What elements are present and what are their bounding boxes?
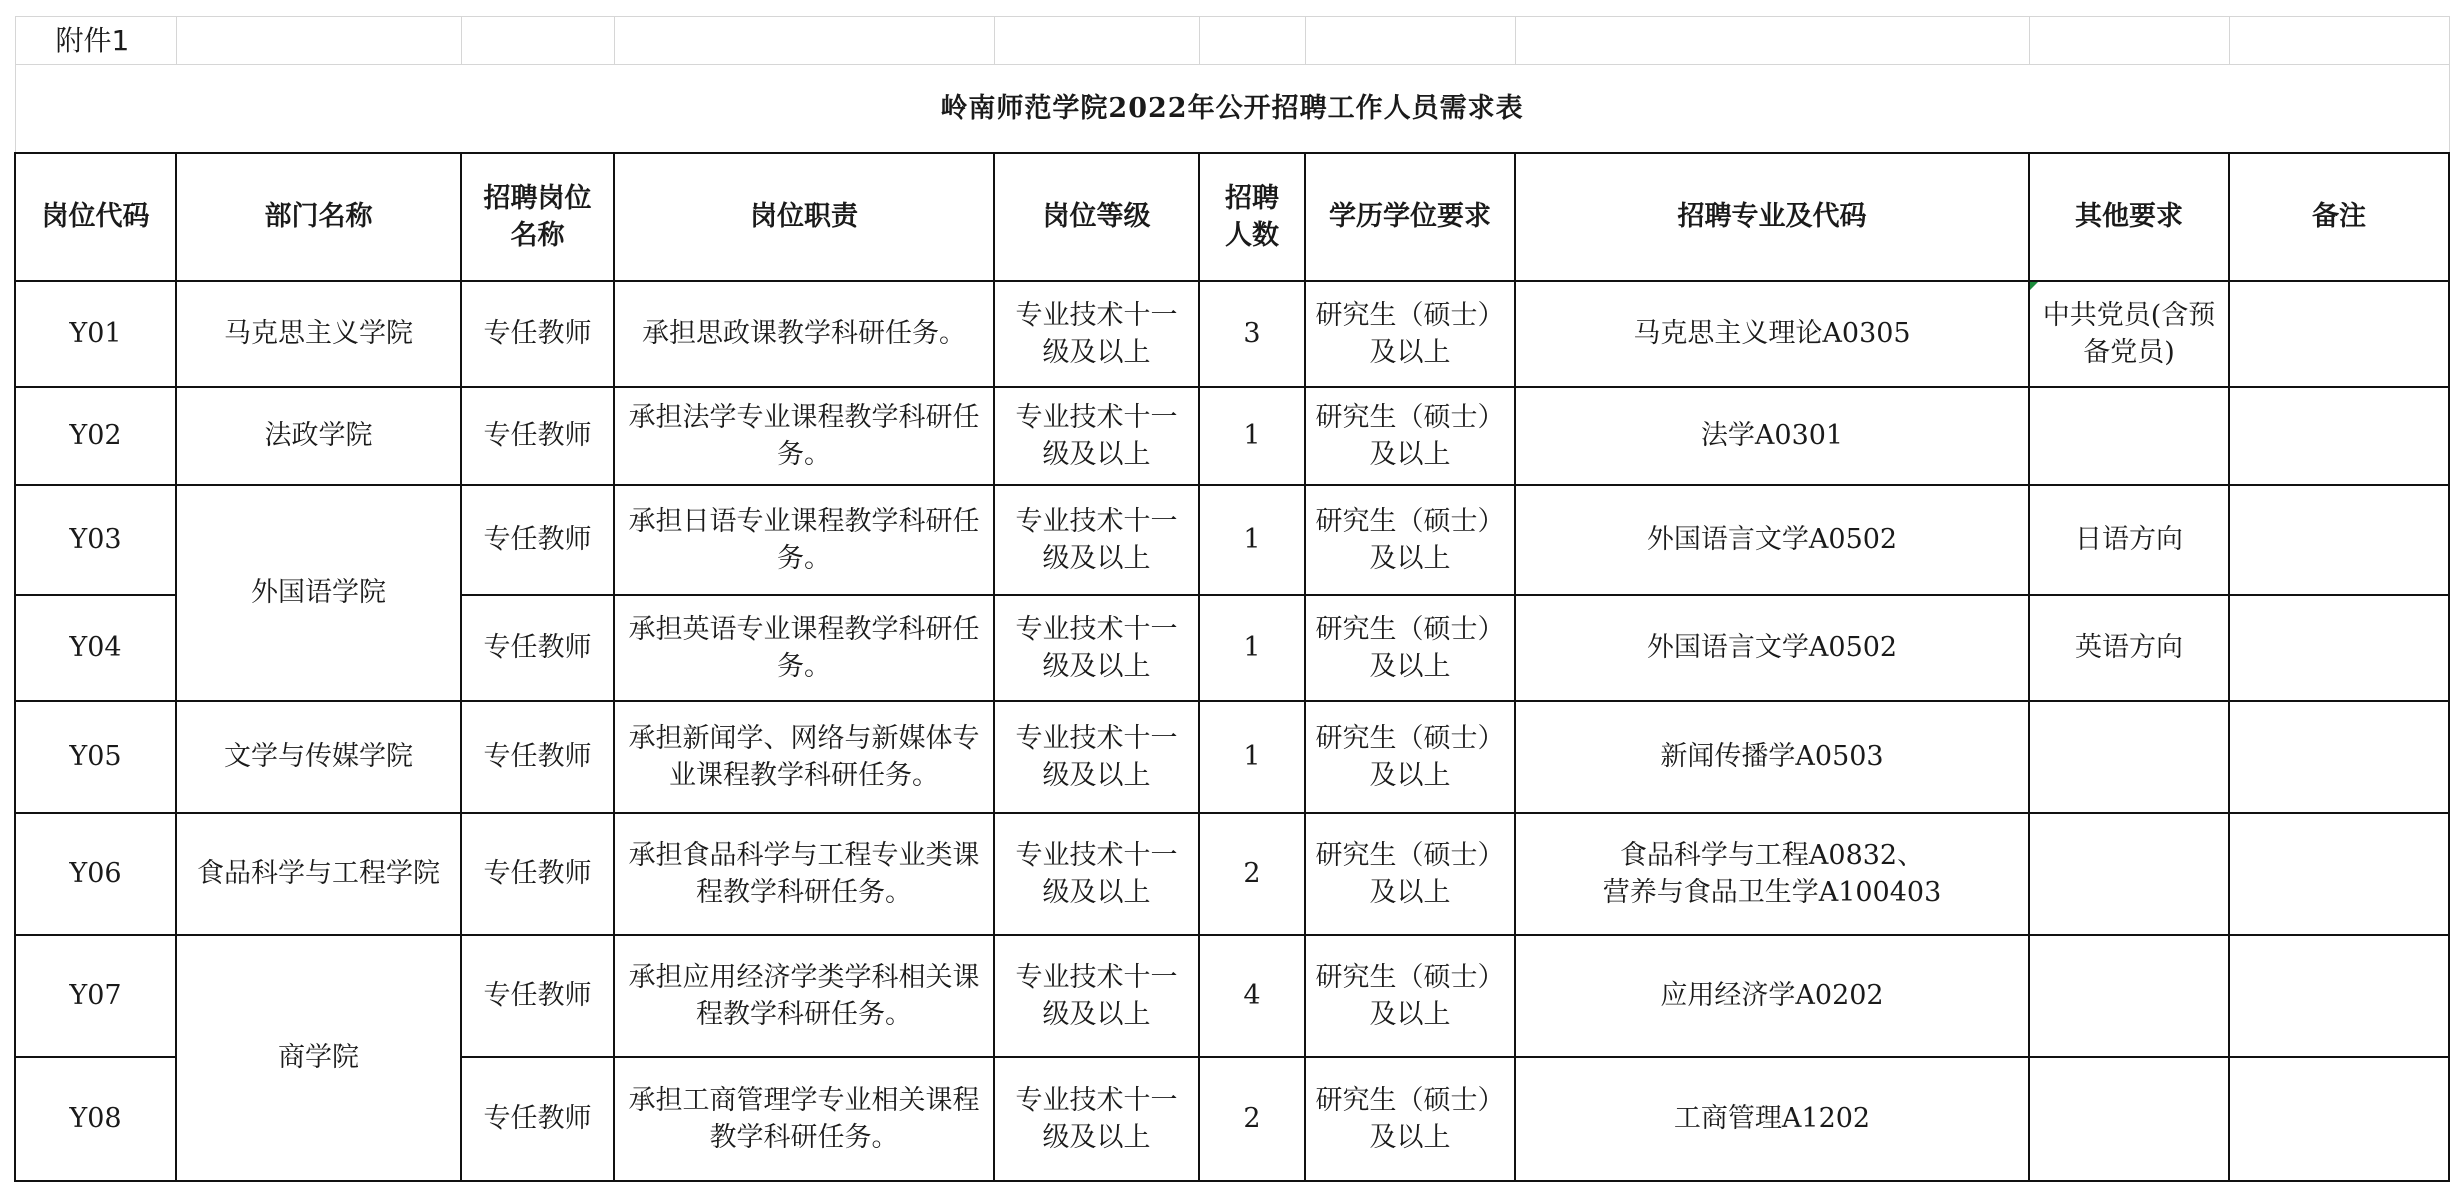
duty-cell[interactable]: 承担思政课教学科研任务。	[614, 281, 994, 387]
major-cell[interactable]	[1515, 813, 2029, 935]
recruitment-table	[14, 16, 2450, 1182]
header-major[interactable]: 招聘专业及代码	[1515, 153, 2029, 281]
empty-cell[interactable]	[2229, 17, 2449, 65]
dept-cell[interactable]: 商学院	[176, 935, 461, 1181]
note-cell[interactable]	[2229, 281, 2449, 387]
note-cell[interactable]	[2229, 595, 2449, 701]
empty-cell[interactable]	[461, 17, 614, 65]
count-cell[interactable]: 1	[1199, 485, 1305, 595]
count-cell[interactable]: 3	[1199, 281, 1305, 387]
duty-cell[interactable]: 承担英语专业课程教学科研任务。	[614, 595, 994, 701]
code-cell[interactable]: Y04	[15, 595, 176, 701]
count-cell[interactable]: 1	[1199, 387, 1305, 485]
dept-cell[interactable]: 文学与传媒学院	[176, 701, 461, 813]
other-cell[interactable]: 英语方向	[2029, 595, 2229, 701]
count-cell[interactable]: 2	[1199, 813, 1305, 935]
duty-cell[interactable]: 承担新闻学、网络与新媒体专业课程教学科研任务。	[614, 701, 994, 813]
edu-cell[interactable]: 研究生（硕士）及以上	[1305, 595, 1515, 701]
code-cell[interactable]: Y03	[15, 485, 176, 595]
count-cell[interactable]: 1	[1199, 701, 1305, 813]
header-edu[interactable]: 学历学位要求	[1305, 153, 1515, 281]
empty-cell[interactable]	[1515, 17, 2029, 65]
table-row	[15, 387, 2449, 485]
level-cell[interactable]: 专业技术十一级及以上	[994, 387, 1199, 485]
dept-cell[interactable]: 食品科学与工程学院	[176, 813, 461, 935]
header-count[interactable]	[1199, 153, 1305, 281]
dept-cell[interactable]: 法政学院	[176, 387, 461, 485]
edu-cell[interactable]: 研究生（硕士）及以上	[1305, 387, 1515, 485]
header-position-line2: 名称	[510, 219, 565, 251]
position-cell[interactable]: 专任教师	[461, 485, 614, 595]
major-line1: 食品科学与工程A0832、	[1619, 839, 1925, 871]
position-cell[interactable]: 专任教师	[461, 387, 614, 485]
major-line2: 营养与食品卫生学A100403	[1602, 876, 1942, 908]
table-row	[15, 281, 2449, 387]
level-cell[interactable]: 专业技术十一级及以上	[994, 485, 1199, 595]
duty-cell[interactable]: 承担食品科学与工程专业类课程教学科研任务。	[614, 813, 994, 935]
header-position-line1: 招聘岗位	[483, 182, 592, 214]
major-cell[interactable]: 工商管理A1202	[1515, 1057, 2029, 1181]
count-cell[interactable]: 1	[1199, 595, 1305, 701]
header-other[interactable]: 其他要求	[2029, 153, 2229, 281]
edu-cell[interactable]: 研究生（硕士）及以上	[1305, 701, 1515, 813]
edu-cell[interactable]: 研究生（硕士）及以上	[1305, 813, 1515, 935]
duty-cell[interactable]: 承担工商管理学专业相关课程教学科研任务。	[614, 1057, 994, 1181]
header-duty[interactable]: 岗位职责	[614, 153, 994, 281]
header-level[interactable]: 岗位等级	[994, 153, 1199, 281]
dept-cell[interactable]: 马克思主义学院	[176, 281, 461, 387]
code-cell[interactable]: Y06	[15, 813, 176, 935]
note-cell[interactable]	[2229, 1057, 2449, 1181]
header-note[interactable]: 备注	[2229, 153, 2449, 281]
table-row	[15, 485, 2449, 595]
header-row	[15, 153, 2449, 281]
other-cell[interactable]	[2029, 701, 2229, 813]
edu-cell[interactable]: 研究生（硕士）及以上	[1305, 935, 1515, 1057]
level-cell[interactable]: 专业技术十一级及以上	[994, 701, 1199, 813]
duty-cell[interactable]: 承担应用经济学类学科相关课程教学科研任务。	[614, 935, 994, 1057]
note-cell[interactable]	[2229, 387, 2449, 485]
position-cell[interactable]: 专任教师	[461, 935, 614, 1057]
annex-row	[15, 17, 2449, 65]
count-cell[interactable]: 4	[1199, 935, 1305, 1057]
other-cell[interactable]: 中共党员(含预备党员)	[2029, 281, 2229, 387]
note-cell[interactable]	[2229, 485, 2449, 595]
position-cell[interactable]: 专任教师	[461, 595, 614, 701]
header-dept[interactable]: 部门名称	[176, 153, 461, 281]
edu-cell[interactable]: 研究生（硕士）及以上	[1305, 485, 1515, 595]
other-cell[interactable]: 日语方向	[2029, 485, 2229, 595]
other-cell[interactable]	[2029, 1057, 2229, 1181]
empty-cell[interactable]	[176, 17, 461, 65]
major-cell[interactable]: 外国语言文学A0502	[1515, 595, 2029, 701]
header-count-line1: 招聘	[1225, 182, 1279, 214]
other-cell[interactable]	[2029, 813, 2229, 935]
code-cell[interactable]: Y07	[15, 935, 176, 1057]
other-cell[interactable]	[2029, 935, 2229, 1057]
note-cell[interactable]	[2229, 935, 2449, 1057]
note-cell[interactable]	[2229, 701, 2449, 813]
level-cell[interactable]: 专业技术十一级及以上	[994, 935, 1199, 1057]
count-cell[interactable]: 2	[1199, 1057, 1305, 1181]
table-row	[15, 935, 2449, 1057]
level-cell[interactable]: 专业技术十一级及以上	[994, 1057, 1199, 1181]
position-cell[interactable]: 专任教师	[461, 281, 614, 387]
empty-cell[interactable]	[994, 17, 1199, 65]
table-row	[15, 813, 2449, 935]
level-cell[interactable]: 专业技术十一级及以上	[994, 281, 1199, 387]
table-row	[15, 701, 2449, 813]
major-cell[interactable]: 应用经济学A0202	[1515, 935, 2029, 1057]
annex-label[interactable]: 附件1	[15, 17, 176, 65]
major-cell[interactable]: 马克思主义理论A0305	[1515, 281, 2029, 387]
duty-cell[interactable]: 承担法学专业课程教学科研任务。	[614, 387, 994, 485]
major-cell[interactable]: 新闻传播学A0503	[1515, 701, 2029, 813]
note-cell[interactable]	[2229, 813, 2449, 935]
duty-cell[interactable]: 承担日语专业课程教学科研任务。	[614, 485, 994, 595]
code-cell[interactable]: Y02	[15, 387, 176, 485]
title-row	[15, 65, 2449, 153]
position-cell[interactable]: 专任教师	[461, 701, 614, 813]
edu-cell[interactable]: 研究生（硕士）及以上	[1305, 281, 1515, 387]
code-cell[interactable]: Y01	[15, 281, 176, 387]
code-cell[interactable]: Y08	[15, 1057, 176, 1181]
major-cell[interactable]: 外国语言文学A0502	[1515, 485, 2029, 595]
header-count-line2: 人数	[1225, 219, 1279, 251]
edu-cell[interactable]: 研究生（硕士）及以上	[1305, 1057, 1515, 1181]
major-cell[interactable]: 法学A0301	[1515, 387, 2029, 485]
header-code[interactable]: 岗位代码	[15, 153, 176, 281]
header-position[interactable]	[461, 153, 614, 281]
empty-cell[interactable]	[2029, 17, 2229, 65]
empty-cell[interactable]	[1199, 17, 1305, 65]
other-cell[interactable]	[2029, 387, 2229, 485]
level-cell[interactable]: 专业技术十一级及以上	[994, 813, 1199, 935]
level-cell[interactable]: 专业技术十一级及以上	[994, 595, 1199, 701]
position-cell[interactable]: 专任教师	[461, 813, 614, 935]
empty-cell[interactable]	[614, 17, 994, 65]
empty-cell[interactable]	[1305, 17, 1515, 65]
dept-cell[interactable]: 外国语学院	[176, 485, 461, 701]
table-title[interactable]: 岭南师范学院2022年公开招聘工作人员需求表	[15, 65, 2449, 153]
position-cell[interactable]: 专任教师	[461, 1057, 614, 1181]
code-cell[interactable]: Y05	[15, 701, 176, 813]
